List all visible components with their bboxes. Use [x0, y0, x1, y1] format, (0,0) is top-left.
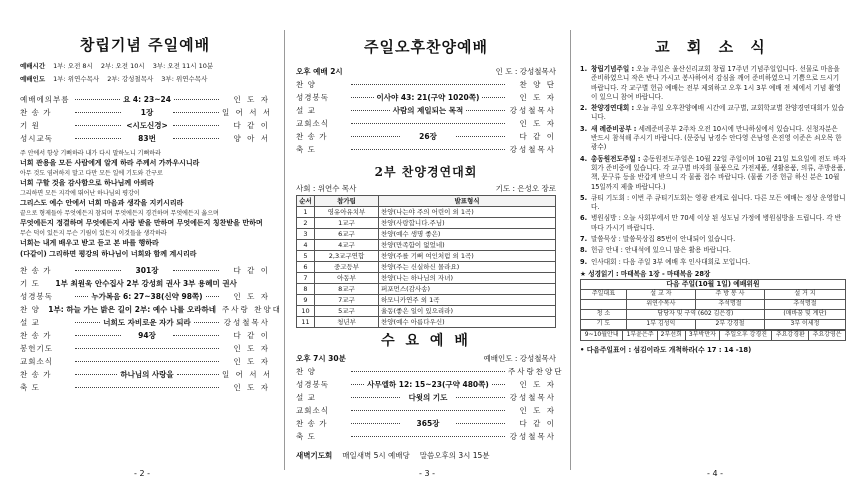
- worship-order-2: [20, 264, 282, 394]
- news-number: 9.: [580, 257, 588, 266]
- order-person: 강성철목사: [509, 144, 556, 154]
- schedule-table-2: [580, 330, 846, 341]
- order-row: [20, 290, 270, 303]
- order-person: 일 어 서 서: [222, 107, 273, 117]
- table-cell: 4교구: [315, 240, 379, 251]
- news-body: [591, 65, 846, 102]
- order-content: <시도신경>: [126, 120, 168, 130]
- news-item: [580, 235, 846, 244]
- order-label: 찬 송 가: [20, 265, 52, 275]
- leader-line: [206, 296, 219, 297]
- order-label: 성경봉독: [20, 291, 53, 301]
- news-number: 8.: [580, 246, 588, 255]
- table-cell: 찬양(예수 아름다우신): [379, 317, 556, 328]
- table-cell: 4: [297, 240, 315, 251]
- news-body: [591, 235, 735, 244]
- order-content: 1부 최원욱 안수집사 2부 강성희 권사 3부 용혜미 권사: [55, 278, 237, 288]
- table-row: [297, 317, 556, 328]
- schedule-cell: 설 거 지: [764, 289, 845, 299]
- order-row: [296, 378, 556, 391]
- news-number: 2.: [580, 104, 588, 113]
- leader-line: [351, 397, 400, 398]
- news-text: 인사대회 : 다음 주일 3부 예배 후 인사대회로 모입니다.: [591, 257, 751, 266]
- order-person: 인 도 자: [233, 291, 270, 301]
- news-body: [591, 258, 750, 267]
- table-cell: 아동부: [315, 273, 379, 284]
- leader-line: [456, 397, 505, 398]
- order-row: [20, 368, 273, 381]
- leader-line: [75, 99, 120, 100]
- order-content: 301장: [135, 265, 159, 275]
- order-person: 인 도 자: [519, 379, 556, 389]
- order-row: [20, 355, 270, 368]
- leader-line: [351, 84, 505, 85]
- order-content: 94장: [138, 330, 156, 340]
- creed-line: 그리스도 예수 안에서 너희 마음과 생각을 지키시리라: [20, 199, 184, 207]
- leader-line: [456, 423, 505, 424]
- table-cell: 하모니카연주 외 1곡: [379, 295, 556, 306]
- news-number: 3.: [580, 124, 588, 133]
- schedule-cell: 1부 김성익: [626, 319, 695, 329]
- order-label: 기 원: [20, 120, 40, 130]
- news-item: [580, 155, 846, 192]
- order-person: 인 도 자: [233, 94, 270, 104]
- order-content: 사람의 제일되는 목적: [392, 105, 464, 115]
- table-cell: 7: [297, 273, 315, 284]
- leader-line: [351, 123, 505, 124]
- news-item: [580, 194, 846, 213]
- contest-host: 사회 : 위연수 목사: [296, 183, 357, 193]
- contest-info: [296, 182, 556, 195]
- schedule-cell: [581, 299, 627, 309]
- schedule-cell: 추요강경환: [772, 330, 809, 340]
- table-cell: 5교구: [315, 306, 379, 317]
- order-row: [296, 91, 556, 104]
- page-2: [0, 0, 284, 484]
- order-person: 인 도 자: [519, 118, 556, 128]
- order-content: 요 4: 23~24: [123, 94, 171, 104]
- order-label: 성시교독: [20, 133, 53, 143]
- order-row: [296, 417, 556, 430]
- page-title: 창립기념 주일예배: [79, 36, 211, 54]
- news-number: 6.: [580, 214, 588, 223]
- order-person: 인 도 자: [233, 382, 270, 392]
- leader-line: [177, 374, 219, 375]
- news-text: 병원심방 : 오늘 사회부에서 만 70세 이상 된 성도님 가정에 병원심방을 드립니다. 각 반마다 가시기 바랍니다.: [591, 214, 842, 232]
- leader-line: [194, 322, 219, 323]
- leader-line: [173, 125, 219, 126]
- order-content: 누가복음 6: 27~38(신약 98쪽): [91, 291, 203, 301]
- order-person: 강성철목사: [509, 431, 556, 441]
- table-row: [297, 218, 556, 229]
- leader-line: [75, 387, 219, 388]
- table-cell: 3: [297, 229, 315, 240]
- news-body: [591, 214, 846, 233]
- order-content: 1장: [140, 107, 154, 117]
- wednesday-order: [296, 365, 564, 443]
- leader-line: [456, 136, 505, 137]
- leader-line: [351, 110, 390, 111]
- order-label: 설 교: [20, 317, 40, 327]
- table-row: [297, 240, 556, 251]
- responsive-reading: [20, 149, 270, 260]
- order-row: [296, 430, 556, 443]
- order-label: 교회소식: [20, 356, 53, 366]
- leader-line: [173, 138, 219, 139]
- leader-line: [75, 270, 121, 271]
- schedule-table: [580, 279, 846, 330]
- order-row: [20, 381, 270, 394]
- order-label: 찬 송 가: [296, 418, 328, 428]
- news-body: [591, 104, 846, 123]
- afternoon-header: [296, 65, 556, 78]
- leader-line: [466, 110, 505, 111]
- creed-line: 너희는 내게 배우고 받고 듣고 본 바를 행하라: [20, 239, 159, 247]
- leader-line: [75, 374, 117, 375]
- table-row: [297, 273, 556, 284]
- news-number: 1.: [580, 65, 588, 73]
- order-person: 강성철목사: [223, 317, 270, 327]
- news-text: 오늘 주일 오후찬양예배 시간에 교구별, 교회학교별 찬양경연대회가 있습니다.: [591, 104, 845, 122]
- order-row: [20, 303, 282, 316]
- creed-line: (다같이) 그리하면 평강의 하나님이 너희와 함께 계시리라: [20, 250, 197, 258]
- order-label: 찬 양: [296, 366, 316, 376]
- time-cell: 예배시간: [20, 62, 46, 70]
- creed-line: 너희 구할 것을 감사함으로 하나님께 아뢰라: [20, 179, 154, 187]
- dawn-prayer: [296, 449, 556, 462]
- order-row: [296, 104, 556, 117]
- table-row: [297, 306, 556, 317]
- bible-reading: ★ 성경읽기 : 마태복음 1장 - 마태복음 28장: [580, 269, 711, 278]
- order-content: 너희도 자비로운 자가 되라: [103, 317, 191, 327]
- contest-title: 2부 찬양경연대회: [374, 165, 478, 179]
- table-row: [297, 295, 556, 306]
- time-cell: 예배인도: [20, 75, 46, 83]
- time-cell: 2부: 강성철목사: [107, 75, 154, 83]
- leader-line: [173, 270, 219, 271]
- order-person: 인 도 자: [233, 356, 270, 366]
- order-label: 축 도: [296, 144, 316, 154]
- creed-line: 끝으로 형제들아 무엇에든지 참되며 무엇에든지 경건하며 무엇에든지 옳으며: [20, 210, 219, 217]
- schedule-cell: 3부 이세정: [764, 319, 845, 329]
- leader-line: [482, 97, 505, 98]
- table-row: [297, 284, 556, 295]
- time-cell: 3부: 위연수목사: [161, 75, 208, 83]
- news-item: [580, 125, 846, 153]
- table-cell: 2,3교구연합: [315, 251, 379, 262]
- page-title: 주일오후찬양예배: [364, 38, 488, 56]
- schedule-cell: 9~10월안내: [581, 330, 623, 340]
- order-label: 찬 송 가: [20, 369, 52, 379]
- leader-line: [351, 436, 505, 437]
- table-cell: 찬양(나는야 주의 어린이 외 1곡): [379, 207, 556, 218]
- time-cell: 2부: 오전 10시: [100, 62, 145, 70]
- schedule-cell: 추요강영은: [809, 330, 846, 340]
- order-row: [20, 277, 270, 290]
- order-row: [296, 78, 556, 91]
- order-person: 주사랑 찬양대: [222, 304, 282, 314]
- order-row: [20, 93, 270, 106]
- schedule-cell: 설 교 자: [626, 289, 695, 299]
- order-label: 성경봉독: [296, 92, 329, 102]
- news-item: [580, 246, 846, 255]
- table-cell: 11: [297, 317, 315, 328]
- leader-line: [75, 361, 219, 362]
- table-cell: 9: [297, 295, 315, 306]
- page-title: 교 회 소 식: [655, 38, 771, 56]
- creed-line: 그리하면 모든 지각에 뛰어난 하나님의 평강이: [20, 190, 140, 197]
- order-person: 다 같 이: [233, 330, 270, 340]
- order-label: 찬 송 가: [20, 330, 52, 340]
- creed-line: 무슨 덕이 있든지 무슨 기림이 있든지 이것들을 생각하라: [20, 230, 167, 237]
- news-body: [591, 155, 846, 192]
- order-label: 찬 양: [20, 304, 40, 314]
- order-label: 찬 양: [296, 79, 316, 89]
- news-text: 말씀묵상 : 말씀묵상집 85번이 안내되어 있습니다.: [591, 235, 736, 244]
- order-person: 다 같 이: [519, 418, 556, 428]
- order-label: 축 도: [20, 382, 40, 392]
- order-row: [20, 329, 270, 342]
- order-content: 365장: [416, 418, 440, 428]
- order-label: 기 도: [20, 278, 40, 288]
- schedule-cell: 위연수목사: [626, 299, 695, 309]
- order-label: 봉헌기도: [20, 343, 53, 353]
- order-content: 하나님의 사랑을: [120, 369, 174, 379]
- order-label: 교회소식: [296, 405, 329, 415]
- creed-line: 무엇에든지 정결하며 무엇에든지 사랑 받을 만하며 무엇에든지 칭찬받을 만하며: [20, 219, 263, 227]
- dawn-item: 말씀오후의 3시 15분: [419, 450, 490, 460]
- page-number: - 4 -: [707, 469, 723, 478]
- order-content: 1부: 하늘 가는 밝은 길이 2부: 예수 나를 오라하네: [48, 304, 216, 314]
- order-row: [20, 264, 270, 277]
- order-row: [20, 342, 270, 355]
- leader-line: [351, 149, 505, 150]
- news-heading: 찬양경연대회 :: [591, 104, 635, 113]
- news-body: [591, 246, 731, 255]
- table-row: [297, 251, 556, 262]
- wednesday-header: [296, 352, 556, 365]
- order-row: [296, 391, 556, 404]
- news-text: 헌금 안내 : 안내석에 있으니 많은 활용 바랍니다.: [591, 246, 732, 255]
- leader-line: [351, 97, 374, 98]
- table-row: [297, 262, 556, 273]
- order-content: 사무엘하 12: 15~23(구약 480쪽): [367, 379, 489, 389]
- news-text: 오늘 주일은 울산신리교회 창립 17주년 기념주일입니다. 선물로 마음을 준비하였으니 작은 반나 가시고 봉사하여서 감심을 깨어 준비하였으니 기쁨으로 드시기 바랍니다. 각 교구별 헌금 예배는 전부 제외하고 오후 1시 3부 예배 전 체에서 기념 촬영이 있으니 참여 바랍니다.: [591, 65, 842, 101]
- schedule-cell: 담당자 및 구역 (602 김은경): [626, 309, 764, 319]
- leader-line: [75, 322, 100, 323]
- table-cell: 6교구: [315, 229, 379, 240]
- dawn-item: 새벽기도회: [296, 450, 333, 460]
- order-row: [296, 117, 556, 130]
- table-cell: 중고등부: [315, 262, 379, 273]
- table-cell: 2: [297, 218, 315, 229]
- order-row: [296, 130, 556, 143]
- order-label: 교회소식: [296, 118, 329, 128]
- order-person: 양 아 서: [233, 133, 270, 143]
- afternoon-time: 오후 예배 2시: [296, 66, 343, 76]
- time-cell: 3부: 오전 11시 10분: [152, 62, 214, 70]
- order-content: 이사야 43: 21(구약 1020쪽): [376, 92, 480, 102]
- table-cell: 8: [297, 284, 315, 295]
- schedule-cell: 2부선희: [657, 330, 685, 340]
- order-label: 성경봉독: [296, 379, 329, 389]
- table-cell: 6: [297, 262, 315, 273]
- schedule-cell: 2부 강경철: [695, 319, 764, 329]
- order-row: [296, 404, 556, 417]
- schedule-cell: 추석명절: [764, 299, 845, 309]
- table-row: [297, 207, 556, 218]
- table-cell: 찬양(사랑합니다.주님): [379, 218, 556, 229]
- schedule-cell: 주일대표: [581, 289, 627, 299]
- order-person: 인 도 자: [519, 92, 556, 102]
- table-cell: 찬양(나는 하나님의 자녀): [379, 273, 556, 284]
- creed-line: 아무 것도 염려하지 말고 다만 모든 일에 기도와 간구로: [20, 170, 163, 177]
- table-header: 참가팀: [315, 196, 379, 207]
- schedule-cell: 추석명절: [695, 299, 764, 309]
- table-cell: 퍼포먼스(감사송): [379, 284, 556, 295]
- leader-line: [75, 112, 121, 113]
- news-item: [580, 104, 846, 123]
- time-cell: 1부: 위연수목사: [53, 75, 100, 83]
- order-person: 강성철목사: [509, 392, 556, 402]
- contest-prayer: 기도 : 은성오 장로: [495, 183, 556, 193]
- order-person: 강성철목사: [509, 105, 556, 115]
- order-label: 찬 송 가: [20, 107, 52, 117]
- news-number: 4.: [580, 154, 588, 163]
- table-cell: 10: [297, 306, 315, 317]
- leader-line: [75, 296, 88, 297]
- news-text: 총동원전도주일은 10월 22일 주일이며 10월 21일 토요일에 전도 바자회가 준비중에 있습니다. 각 교구별 바자회 물품으로 가전제품, 생활용품, 의류, 주방용품, 책, 문구류 등을 반갑게 받으니 각 물품 접수 바랍니다. (물품 기증 헌금 하신 분은 10월 15일까지 제출 바랍니다.): [591, 154, 846, 191]
- wednesday-time: 오후 7시 30분: [296, 353, 346, 363]
- schedule-cell: 1부윤은주: [623, 330, 657, 340]
- order-content: 다윗의 기도: [408, 392, 448, 402]
- news-item: [580, 65, 846, 102]
- table-cell: 율동(좋은 일이 있으리라): [379, 306, 556, 317]
- table-cell: 영유아유치부: [315, 207, 379, 218]
- next-week-motto: • 다음주일표어 : 섬김이라도 개척하라(수 17 : 14 -18): [580, 345, 752, 354]
- order-row: [296, 365, 564, 378]
- news-item: [580, 258, 846, 267]
- order-content: 83번: [138, 133, 156, 143]
- leader-line: [173, 335, 219, 336]
- wednesday-title: 수 요 예 배: [381, 333, 471, 349]
- news-heading: 총동원전도주일 :: [591, 154, 641, 163]
- news-heading: 창립기념주일 :: [591, 65, 635, 73]
- schedule-cell: 3부박만자: [685, 330, 719, 340]
- order-label: 설 교: [296, 105, 316, 115]
- table-cell: 1: [297, 207, 315, 218]
- order-label: 예배에의부름: [20, 94, 70, 104]
- table-header: 순서: [297, 196, 315, 207]
- leader-line: [351, 423, 400, 424]
- contest-table: [296, 195, 556, 328]
- afternoon-order: [296, 78, 556, 156]
- leader-line: [75, 138, 121, 139]
- order-person: 찬 양 단: [519, 79, 556, 89]
- order-label: 찬 송 가: [296, 131, 328, 141]
- schedule-cell: 청 소: [581, 309, 627, 319]
- afternoon-leader: 인 도 : 강성철목사: [495, 66, 556, 76]
- table-cell: 찬양(예수 생명 좋은): [379, 229, 556, 240]
- table-cell: 찬양(주는 신실하신 몰라요): [379, 262, 556, 273]
- leader-line: [173, 112, 219, 113]
- order-row: [20, 106, 273, 119]
- leader-line: [351, 371, 505, 372]
- page-number: - 2 -: [134, 469, 150, 478]
- table-cell: 찬양(주를 기뻐 여인처럼 외 1곡): [379, 251, 556, 262]
- news-number: 7.: [580, 235, 588, 244]
- news-heading: 새 례준비공부 :: [591, 124, 637, 133]
- schedule-cell: 주 방 봉 사: [695, 289, 764, 299]
- news-body: [591, 125, 846, 153]
- order-person: 다 같 이: [233, 265, 270, 275]
- order-person: 일 어 서 서: [222, 369, 273, 379]
- table-cell: 1교구: [315, 218, 379, 229]
- order-label: 축 도: [296, 431, 316, 441]
- order-person: 다 같 이: [519, 131, 556, 141]
- news-list: [580, 65, 846, 267]
- worship-order: [20, 93, 273, 145]
- news-text: 큐티 기도회 : 이번 주 큐티기도회는 영광 관계로 쉽니다. 다른 모든 예배는 정상 운영합니다.: [591, 193, 846, 212]
- leader-line: [75, 125, 121, 126]
- service-leaders-row: [20, 76, 270, 89]
- time-cell: 1부: 오전 8시: [53, 62, 93, 70]
- leader-line: [492, 384, 505, 385]
- leader-line: [75, 335, 121, 336]
- leader-line: [351, 136, 400, 137]
- schedule-title: 다음 주일(10월 1일) 예배위원: [581, 279, 846, 289]
- wednesday-leader: 예배인도 : 강성철목사: [483, 353, 556, 363]
- order-content: 26장: [419, 131, 437, 141]
- news-number: 5.: [580, 193, 588, 202]
- order-person: 다 같 이: [233, 120, 270, 130]
- leader-line: [351, 410, 505, 411]
- order-row: [20, 316, 270, 329]
- order-row: [20, 119, 270, 132]
- table-cell: 찬양(만족함이 없었네): [379, 240, 556, 251]
- table-cell: 7교구: [315, 295, 379, 306]
- table-header: 발표형식: [379, 196, 556, 207]
- news-text: 세례준비공부 2주차 오전 10시에 만나하심에서 있습니다. 신청자분은 반드시 참석해 주시기 바랍니다. (문중님 남경수 안다영 은남영 은진영 이준은 쇠오목 한광수): [591, 124, 842, 152]
- service-times: [20, 63, 270, 89]
- order-label: 설 교: [296, 392, 316, 402]
- order-person: 주사랑찬양단: [508, 366, 564, 376]
- table-cell: 8교구: [315, 284, 379, 295]
- news-body: [591, 194, 846, 213]
- table-cell: 5: [297, 251, 315, 262]
- order-row: [20, 132, 270, 145]
- leader-line: [351, 384, 364, 385]
- schedule-cell: 추일오후 강경진: [720, 330, 772, 340]
- schedule-cell: 기 도: [581, 319, 627, 329]
- leader-line: [174, 99, 219, 100]
- creed-line: 주 안에서 항상 기뻐하라 내가 다시 말하노니 기뻐하라: [20, 150, 161, 157]
- page-4: [570, 0, 860, 484]
- leader-line: [75, 348, 219, 349]
- creed-line: 너희 관용을 모든 사람에게 알게 하라 주께서 가까우시니라: [20, 159, 200, 167]
- news-item: [580, 214, 846, 233]
- order-person: 인 도 자: [519, 405, 556, 415]
- dawn-item: 매일새벽 5시 예배당: [342, 450, 410, 460]
- order-person: 인 도 자: [233, 343, 270, 353]
- schedule-cell: (매바꿈 및 계단): [764, 309, 845, 319]
- table-row: [297, 229, 556, 240]
- order-row: [296, 143, 556, 156]
- page-number: - 3 -: [419, 469, 435, 478]
- page-3: [284, 0, 570, 484]
- table-cell: 청년부: [315, 317, 379, 328]
